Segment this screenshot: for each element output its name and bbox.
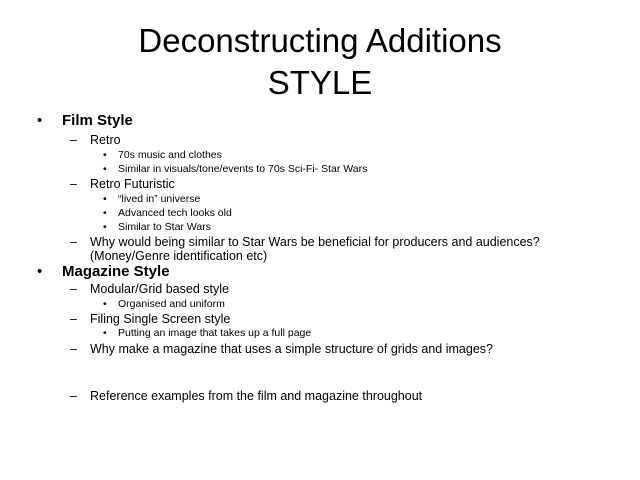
item-text: Retro Futuristic bbox=[90, 177, 175, 191]
item-text: Filing Single Screen style bbox=[90, 312, 231, 326]
item-text-line-2: (Money/Genre identification etc) bbox=[90, 249, 268, 263]
sub-item-text: Putting an image that takes up a full page bbox=[118, 327, 312, 339]
title-line-1: Deconstructing Additions bbox=[138, 22, 502, 59]
bullet-dot-icon: • bbox=[103, 149, 107, 161]
dash-icon: – bbox=[70, 389, 77, 403]
bullet-dot-icon: • bbox=[37, 263, 43, 280]
sub-item-text: Organised and uniform bbox=[118, 298, 225, 310]
bullet-dot-icon: • bbox=[103, 163, 107, 175]
dash-icon: – bbox=[70, 133, 77, 147]
item-text: Modular/Grid based style bbox=[90, 282, 229, 296]
sub-item-text: Similar to Star Wars bbox=[118, 221, 211, 233]
heading-text: Film Style bbox=[62, 112, 133, 129]
bullet-dot-icon: • bbox=[37, 112, 43, 129]
dash-icon: – bbox=[70, 312, 77, 326]
dash-icon: – bbox=[70, 342, 77, 356]
heading-text: Magazine Style bbox=[62, 263, 170, 280]
sub-item-text: Similar in visuals/tone/events to 70s Sci-Fi- Star Wars bbox=[118, 163, 368, 175]
title-line-2: STYLE bbox=[267, 64, 373, 101]
item-text: Retro bbox=[90, 133, 121, 147]
sub-item-text: Advanced tech looks old bbox=[118, 207, 232, 219]
dash-icon: – bbox=[70, 235, 77, 249]
sub-item-text: “lived in” universe bbox=[118, 193, 201, 205]
item-text: Why would being similar to Star Wars be beneficial for producers and audiences? bbox=[90, 235, 540, 249]
bullet-dot-icon: • bbox=[103, 207, 107, 219]
dash-icon: – bbox=[70, 177, 77, 191]
bullet-dot-icon: • bbox=[103, 327, 107, 339]
sub-item-text: 70s music and clothes bbox=[118, 149, 222, 161]
slide-title bbox=[0, 20, 640, 104]
bullet-dot-icon: • bbox=[103, 221, 107, 233]
dash-icon: – bbox=[70, 282, 77, 296]
bullet-dot-icon: • bbox=[103, 298, 107, 310]
item-text: Why make a magazine that uses a simple structure of grids and images? bbox=[90, 342, 493, 356]
item-text: Reference examples from the film and magazine throughout bbox=[90, 389, 423, 403]
bullet-dot-icon: • bbox=[103, 193, 107, 205]
